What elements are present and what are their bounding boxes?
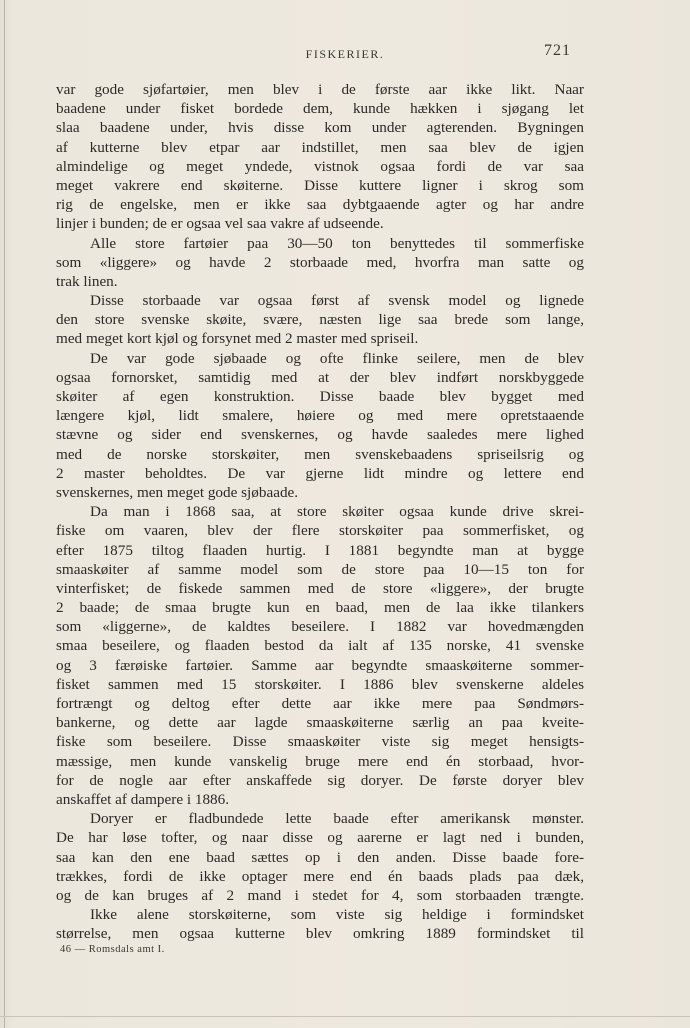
text-line: Disse storbaade var ogsaa først af svensk model og lignede [90,292,584,310]
text-line: Alle store fartøier paa 30—50 ton benyttedes til sommerfiske [90,234,584,252]
text-line: bankerne, og dette aar lagde smaaskøiterne særlig an paa kveite- [56,714,584,732]
text-line: og 3 færøiske fartøier. Samme aar begyndte smaaskøiterne sommer- [56,656,584,674]
page-number: 721 [544,42,571,59]
text-line: fiske som beseilere. Disse smaaskøiter viste sig meget hensigts- [56,733,584,751]
running-header: FISKERIER. [305,47,385,61]
text-line: saa kan den ene baad sættes op i den anden. Disse baade fore- [56,848,584,866]
body-text [56,80,584,943]
text-line: trak linen. [56,272,118,290]
text-line: af kutterne blev etpar aar indstillet, men saa blev de igjen [56,138,584,156]
text-line: ogsaa fornorsket, samtidig med at der blev indført norskbyggede [56,368,584,386]
text-line: linjer i bunden; de er ogsaa vel saa vakre af udseende. [56,215,384,233]
text-line: smaaskøiter af samme model som de store paa 10—15 ton for [56,560,584,578]
text-line: fortrængt og deltog efter dette aar ikke mere paa Søndmørs- [56,695,584,712]
text-line: baadene under fisket bordede dem, kunde hækken i sjøgang let [56,100,584,118]
text-line: fisket sammen med 15 storskøiter. I 1886 blev svenskerne aldeles [56,675,584,693]
page-bottom-edge [0,1016,690,1017]
text-line: meget vakrere end skøiterne. Disse kuttere ligner i skrog som [56,176,584,194]
text-line: som «liggere» og havde 2 storbaade med, hvorfra man satte og [56,253,584,271]
text-line: De har løse tofter, og naar disse og aarerne er lagt ned i bunden, [56,829,584,847]
text-line: længere kjøl, lidt smalere, høiere og med mere opretstaaende [56,407,584,425]
text-line: Ikke alene storskøiterne, som viste sig heldige i formindsket [90,906,584,924]
signature-mark: 46 — Romsdals amt I. [60,944,165,955]
text-line: for de nogle aar efter anskaffede sig doryer. De første doryer blev [56,771,584,789]
text-line: smaa beseilere, og flaaden bestod da ialt af 135 norske, 41 svenske [56,637,584,655]
text-line: den store svenske skøite, svære, næsten lige saa brede som lange, [56,311,584,329]
text-line: rig de engelske, men er ikke saa dybtgaaende agter og har andre [56,196,584,214]
text-line: som «liggerne», de kaldtes beseilere. I 1882 var hovedmængden [56,618,584,636]
text-line: Da man i 1868 saa, at store skøiter ogsaa kunde drive skrei- [90,503,584,521]
page-left-edge [4,0,5,1028]
text-line: var gode sjøfartøier, men blev i de første aar ikke likt. Naar [56,81,584,98]
text-line: fiske om vaaren, blev der flere storskøiter paa sommerfisket, og [56,522,584,540]
text-line: Doryer er fladbundede lette baade efter amerikansk mønster. [90,810,584,828]
text-line: og de kan bruges af 2 mand i stedet for 4, som storbaaden trængte. [56,886,584,904]
text-line: De var gode sjøbaade og ofte flinke seilere, men de blev [90,349,584,367]
text-line: anskaffet af dampere i 1886. [56,790,230,808]
text-line: 2 master beholdtes. De var gjerne lidt mindre og lettere end [56,464,584,482]
text-line: skøiter af egen konstruktion. Disse baade blev bygget med [56,388,584,405]
text-line: stævne og sider end svenskernes, og havde saaledes mere lighed [56,426,584,444]
text-line: med de norske storskøiter, men svenskebaadens spriseilsrig og [56,445,584,463]
text-line: 2 baade; de smaa brugte kun en baad, men de laa ikke tilankers [56,599,584,617]
text-line: almindelige og meget yndede, vistnok ogsaa fordi de var saa [56,157,584,175]
text-line: størrelse, men ogsaa kutterne blev omkring 1889 formindsket til [56,925,584,943]
text-line: vinterfisket; de fiskede sammen med de store «liggere», der brugte [56,579,584,597]
text-line: slaa baadene under, hvis disse kom under agterenden. Bygningen [56,119,584,137]
text-line: trækkes, fordi de ikke optager mere end én baads plads paa dæk, [56,867,584,885]
text-line: efter 1875 tiltog flaaden hurtig. I 1881 begyndte man at bygge [56,541,584,559]
text-line: svenskernes, men meget gode sjøbaade. [56,483,299,501]
text-line: med meget kort kjøl og forsynet med 2 master med spriseil. [56,330,419,348]
text-line: mæssige, men kunde vanskelig bruge mere end én storbaad, hvor- [56,752,584,770]
